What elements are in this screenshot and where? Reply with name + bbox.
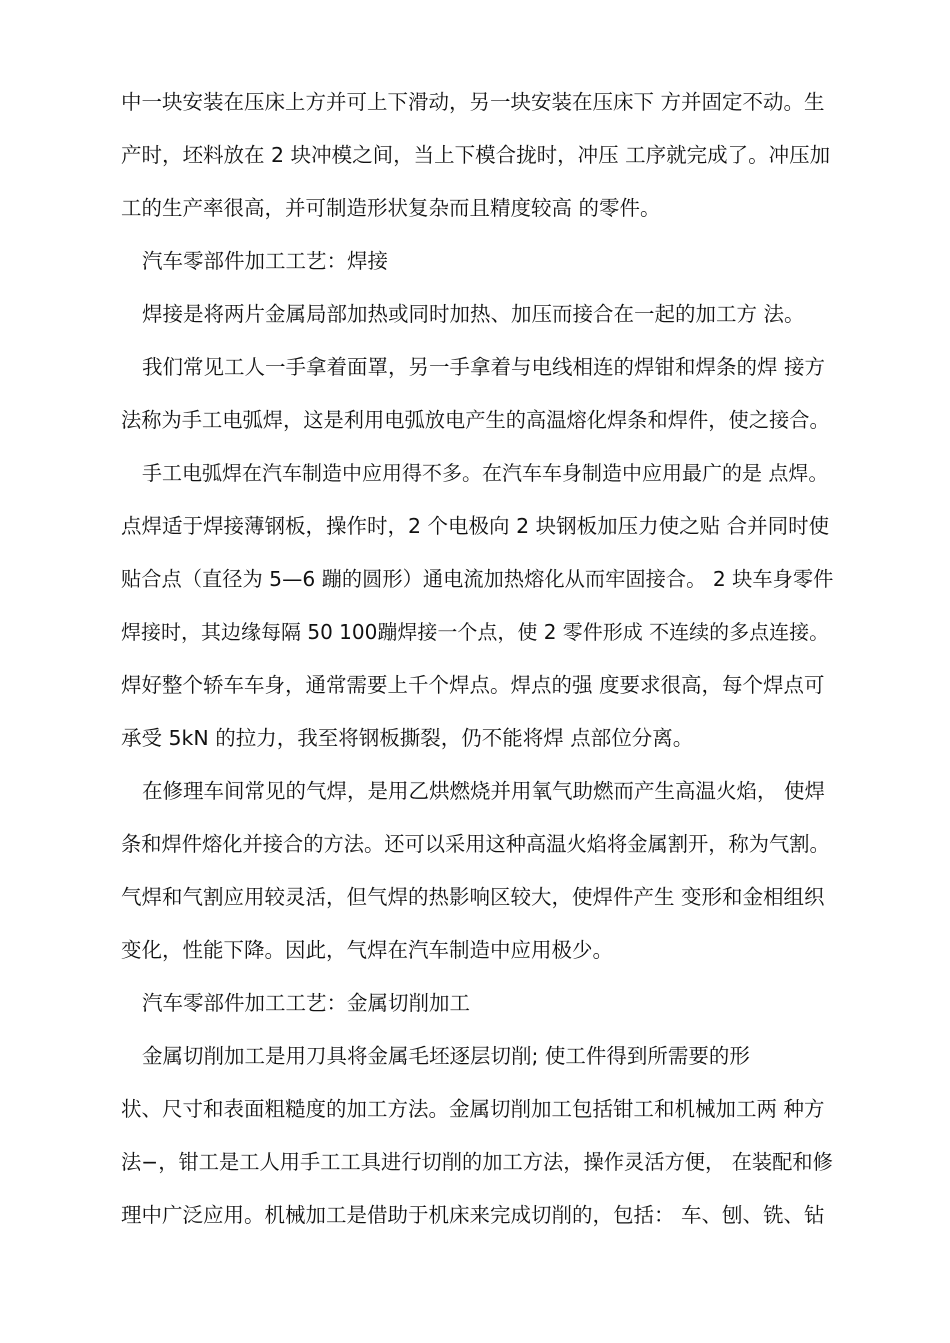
text-line: 产时，坯料放在 2 块冲模之间，当上下模合拢时，冲压 工序就完成了。冲压加 xyxy=(121,143,831,167)
text-line: 法称为手工电弧焊，这是利用电弧放电产生的高温熔化焊条和焊件，使之接合。 xyxy=(121,408,830,432)
text-line: 中一块安装在压床上方并可上下滑动，另一块安装在压床下 方并固定不动。生 xyxy=(121,90,825,114)
text-line: 金属切削加工是用刀具将金属毛坯逐层切削; 使工件得到所需要的形 xyxy=(142,1044,750,1068)
section-heading-cutting: 汽车零部件加工工艺：金属切削加工 xyxy=(142,991,470,1015)
text-line: 在修理车间常见的气焊，是用乙烘燃烧并用氧气助燃而产生高温火焰， 使焊 xyxy=(142,779,826,803)
text-line: 我们常见工人一手拿着面罩，另一手拿着与电线相连的焊钳和焊条的焊 接方 xyxy=(142,355,826,379)
text-line: 状、尺寸和表面粗糙度的加工方法。金属切削加工包括钳工和机械加工两 种方 xyxy=(121,1097,825,1121)
text-line: 焊好整个轿车车身，通常需要上千个焊点。焊点的强 度要求很高，每个焊点可 xyxy=(121,673,825,697)
text-line: 手工电弧焊在汽车制造中应用得不多。在汽车车身制造中应用最广的是 点焊。 xyxy=(142,461,829,485)
text-line: 理中广泛应用。机械加工是借助于机床来完成切削的，包括： 车、刨、铣、钻 xyxy=(121,1203,825,1227)
text-line: 法−，钳工是工人用手工工具进行切削的加工方法，操作灵活方便， 在装配和修 xyxy=(121,1150,833,1174)
text-line: 贴合点（直径为 5—6 蹦的圆形）通电流加热熔化从而牢固接合。 2 块车身零件 xyxy=(121,567,834,591)
text-line: 工的生产率很高，并可制造形状复杂而且精度较高 的零件。 xyxy=(121,196,661,220)
text-line: 变化，性能下降。因此，气焊在汽车制造中应用极少。 xyxy=(121,938,613,962)
text-line: 焊接时，其边缘每隔 50 100蹦焊接一个点，使 2 零件形成 不连续的多点连接。 xyxy=(121,620,830,644)
text-line: 承受 5kN 的拉力，我至将钢板撕裂，仍不能将焊 点部位分离。 xyxy=(121,726,694,750)
text-line: 焊接是将两片金属局部加热或同时加热、加压而接合在一起的加工方 法。 xyxy=(142,302,805,326)
section-heading-welding: 汽车零部件加工工艺：焊接 xyxy=(142,249,388,273)
text-line: 点焊适于焊接薄钢板，操作时，2 个电极向 2 块钢板加压力使之贴 合并同时使 xyxy=(121,514,830,538)
text-line: 条和焊件熔化并接合的方法。还可以采用这种高温火焰将金属割开，称为气割。 xyxy=(121,832,830,856)
text-line: 气焊和气割应用较灵活，但气焊的热影响区较大，使焊件产生 变形和金相组织 xyxy=(121,885,825,909)
